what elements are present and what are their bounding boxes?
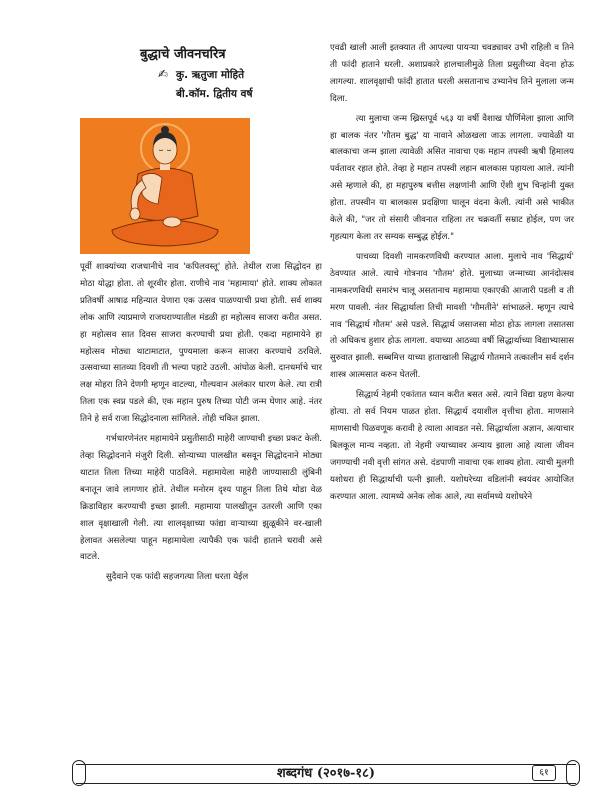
paragraph: पाचव्या दिवशी नामकरणविधी करण्यात आला. मुलाचे नाव 'सिद्धार्थ' ठेवण्यात आले. त्याचे गोत्रनाव 'गौतम' होते. मुलाच्या जन्माच्या आनंदोत्सव नामकरणविधी समारंभ चालू असतानाच महामाया एकाएकी आजारी पडली व ती मरण पावली. नंतर सिद्धार्थाला तिची मावशी 'गौमतीने' सांभाळले. म्हणून त्याचे नाव 'सिद्धार्थ गौतम' असे पडले. सिद्धार्थ जसाजसा मोठा होऊ लागला तसातसा तो अधिकच हुशार होऊ लागला. वयाच्या आठव्या वर्षी सिद्धार्थाच्या विद्याभ्यासास सुरुवात झाली. सब्बमित्त याच्या हाताखाली सिद्धार्थ गौतमाने तत्कालीन सर्व दर्शन शास्त्र आत्मसात करुन घेतली. <box>330 251 574 381</box>
article-title: बुद्धाचे जीवनचरित्र <box>140 47 226 62</box>
left-column <box>80 259 322 759</box>
paragraph: सुदैवाने एक फांदी सहजगत्या तिला धरता येईल <box>106 572 249 583</box>
author-block <box>158 67 326 100</box>
footer <box>76 760 576 786</box>
page-number: ६१ <box>532 765 556 781</box>
buddha-illustration <box>80 118 250 254</box>
paragraph: त्या मुलाचा जन्म ख्रिस्तपूर्व ५६३ या वर्षी वैशाख पौर्णिमेला झाला आणि हा बालक नंतर 'गौतम बुद्ध' या नावाने ओळखला जाऊ लागला. ज्यावेळी या बालकाचा जन्म झाला त्यावेळी असित नावाचा एक महान तपस्वी ऋषी हिमालय पर्वतावर रहात होते. तेव्हा हे महान तपस्वी लहान बालकास पहायला आले. त्यांनी असे म्हणाले की, हा महापुरुष बत्तीस लक्षणांनी आणि ऐंशी शुभ चिन्हांनी युक्त होता. तपस्वीन या बालकास प्रदक्षिणा घालून वंदना केली. त्यांनी असे भाकीत केले की, "जर तो संसारी जीवनात राहिला तर चक्रवर्ती सम्राट होईल, पण जर गृहत्याग केला तर सम्यक सम्बुद्ध होईल." <box>330 113 574 242</box>
paragraph: गर्भधारणेनंतर महामायेने प्रसुतीसाठी माहेरी जाण्याची इच्छा प्रकट केली. तेव्हा सिद्धोदनाने मंजुरी दिली. सोन्याच्या पालखीत बसवून सिद्धोदनाने मोठ्या थाटात तिला तिच्या माहेरी पाठविले. महामायेला माहेरी जाण्यासाठी लुंबिनी बनातून जावे लागणार होते. तेथील मनोरम दृश्य पाहून तिला तिथे थोडा वेळ क्रिडाविहार करण्याची इच्छा झाली. महामाया पालखीतून उतरली आणि एका शाल वृक्षाखाली गेली. त्या शालवृक्षाच्या फांद्या वाऱ्याच्या झुळूकीने वर-खाली हेलावत असलेल्या पाहून महामायेला त्यापैकी एक फांदी हाताने धरावी असे वाटले. <box>80 434 322 563</box>
paragraph: सिद्धार्थ नेहमी एकांतात ध्यान करीत बसत असे. त्याने विद्या ग्रहण केल्या होत्या. तो सर्व नियम पाळत होता. सिद्धार्थ दयाशील वृत्तीचा होता. माणसाने माणसाची पिळवणूक करावी हे त्याला आवडत नसे. सिद्धार्थाला अज्ञान, अत्याचार बिलकूल मान्य नव्हता. तो नेहमी ज्याच्यावर अन्याय झाला आहे त्याला जीवन जगण्याची नवी वृत्ती सांगत असे. दंडपाणी नावाचा एक शाक्य होता. त्याची मुलगी यशोधरा ही सिद्धार्थाची पत्नी झाली. यशोधरेच्या वडिलांनी स्वयंवर आयोजित करण्यात आला. त्यामध्ये अनेक लोक आले, त्या सर्वामध्ये यशोधरेने <box>330 390 574 502</box>
paragraph: पूर्वी शाक्यांच्या राजधानीचे नाव 'कपिलवस्तू' होते. तेथील राजा सिद्धोदन हा मोठा योद्धा होता. तो शूरवीर होता. राणीचे नाव 'महामाया' होते. शाक्य लोकात प्रतिवर्षी आषाढ महिन्यात येणारा एक उत्सव पाळण्याची प्रथा होती. सर्व शाक्य लोक आणि त्याप्रमाणे राजघराण्यातील मंडळी हा महोत्सव साजरा करीत असत. हा महोत्सव सात दिवस साजरा करण्याची प्रथा होती. एकदा महामायेने हा महोत्सव मोठ्या थाटामाटात, पुण्यमाला करून साजरा करण्याचे ठरविले. उत्सवाच्या सातव्या दिवशी ती भल्या पहाटे उठली. आंघोळ केली. दानधर्माचे चार लक्ष मोहरा तिने देणगी म्हणून वाटल्या, गौल्यवान अलंकार धारण केले. त्या रात्री तिला एक स्वप्न पडले की, एक महान पुरुष तिच्या पोटी जन्म घेणार आहे. नंतर तिने हे सर्व राजा सिद्धोदनाला सांगितले. तोही चकित झाला. <box>80 262 322 425</box>
magazine-title: शब्दगंध (२०१७-१८) <box>276 766 376 781</box>
buddha-icon <box>80 118 250 254</box>
right-column <box>330 40 574 752</box>
author-name: कु. ऋतुजा मोहिते <box>176 69 245 81</box>
author-class: बी.कॉम. द्वितीय वर्ष <box>176 88 253 100</box>
pen-icon: ✍ <box>158 67 169 81</box>
paragraph: एवढी खाली आली इतक्यात ती आपल्या पायऱ्या चवड्यावर उभी राहिली व तिने ती फांदी हाताने धरली. अशाप्रकारे हालचालीमुळे तिला प्रसुतीच्या वेदना होऊ लागल्या. शालवृक्षाची फांदी हातात धरली असतानाच उभ्यानेच तिने मुलाला जन्म दिला. <box>330 43 574 104</box>
